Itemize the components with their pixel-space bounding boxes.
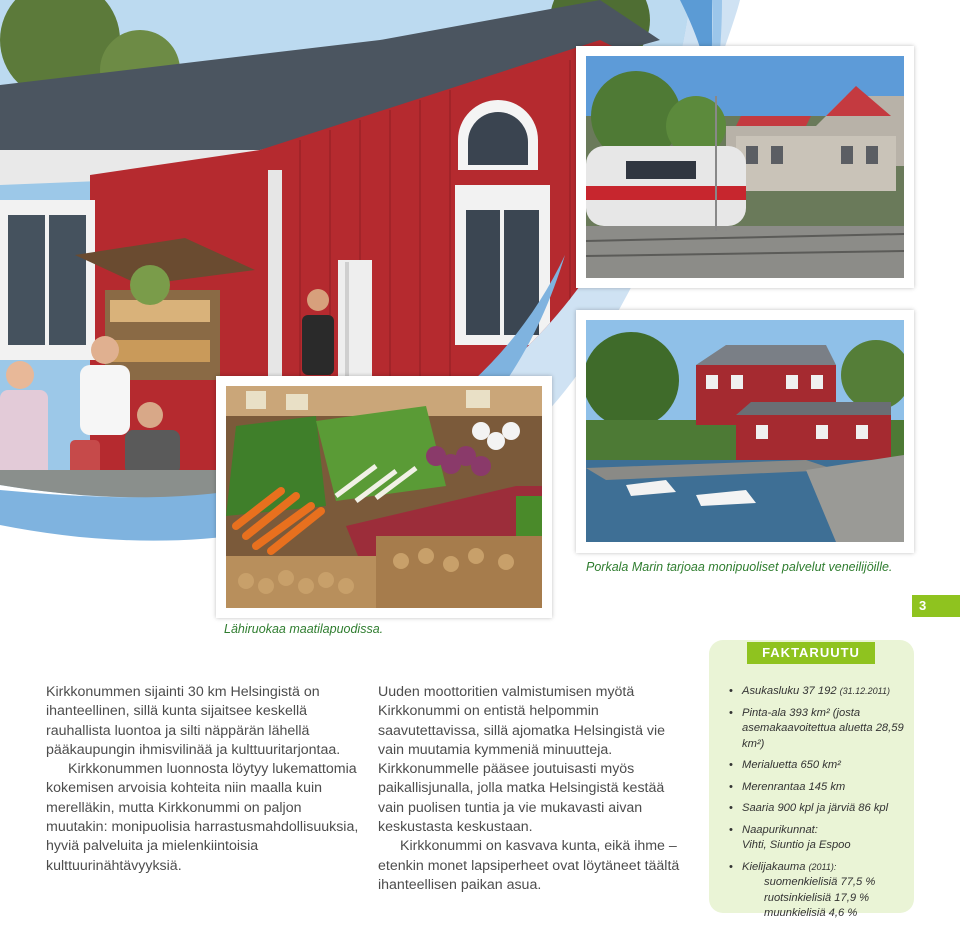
fact-area: • Pinta-ala 393 km² (josta asemakaavoitettua aluetta 28,59 km²): [727, 706, 917, 753]
market-caption: Lähiruokaa maatilapuodissa.: [224, 622, 384, 636]
fact-sea-area: • Merialuetta 650 km²: [727, 758, 917, 774]
middle-text-column: [378, 683, 690, 895]
left-paragraph-1: Kirkkonummen sijainti 30 km Helsingistä on ihanteellinen, sillä kunta sijaitsee keskellä rauhallista luontoa ja silti näppärän lähellä pääkaupungin ihmisvilinää ja kulttuuritarjontaa.: [46, 684, 341, 758]
middle-paragraph-1: Uuden moottoritien valmistumisen myötä Kirkkonummi on entistä helpommin saavutettavissa, sillä ajomatka Helsingistä vie vain muutamia kymmeniä minuutteja. Kirkkonummelle pääsee joutuisasti myös paikallisjunalla, jolla matka Helsingistä kestää vain puolisen tuntia ja vie mukavasti aivan keskustasta keskustaan.: [378, 684, 666, 836]
left-paragraph-2: Kirkkonummen luonnosta löytyy lukemattomia kokemisen arvoisia kohteita niin maalla kuin merelläkin, mutta Kirkkonummi on paljon muutakin: monipuolisia harrastusmahdollisuuksia, hyviä palveluita ja mielenkiintoisia kulttuurinähtävyyksiä.: [46, 761, 359, 874]
fact-other: muunkielisiä 4,6 %: [764, 907, 858, 919]
fact-box-title: FAKTARUUTU: [747, 642, 875, 664]
fact-swedish: ruotsinkielisiä 17,9 %: [764, 891, 870, 904]
fact-neighbors: • Naapurikunnat: Vihti, Siuntio ja Espoo: [727, 823, 917, 854]
fact-box: [709, 640, 914, 919]
marina-caption: Porkala Marin tarjoaa monipuoliset palvelut veneilijöille.: [586, 560, 893, 574]
fact-list: [727, 684, 917, 928]
middle-paragraph-2: Kirkkonummi on kasvava kunta, eikä ihme – etenkin monet lapsiperheet ovat löytäneet täältä ihanteellisen paikan asua.: [378, 838, 680, 893]
page-number: 3: [912, 595, 960, 617]
farm-shop-image: [226, 386, 542, 608]
fact-islands-lakes: • Saaria 900 kpl ja järviä 86 kpl: [727, 801, 917, 817]
train-station-image: [586, 56, 904, 278]
fact-population: • Asukasluku 37 192 (31.12.2011): [727, 684, 917, 700]
marina-photo: [576, 310, 914, 553]
farm-shop-photo: [216, 376, 552, 618]
fact-languages: • Kielijakauma (2011): suomenkielisiä 77,5 % ruotsinkielisiä 17,9 % muunkielisiä 4,6 %: [727, 860, 917, 922]
marina-image: [586, 320, 904, 542]
fact-finnish: suomenkielisiä 77,5 %: [764, 876, 876, 888]
fact-shoreline: • Merenrantaa 145 km: [727, 780, 917, 796]
left-text-column: [46, 683, 361, 876]
train-station-photo: [576, 46, 914, 288]
